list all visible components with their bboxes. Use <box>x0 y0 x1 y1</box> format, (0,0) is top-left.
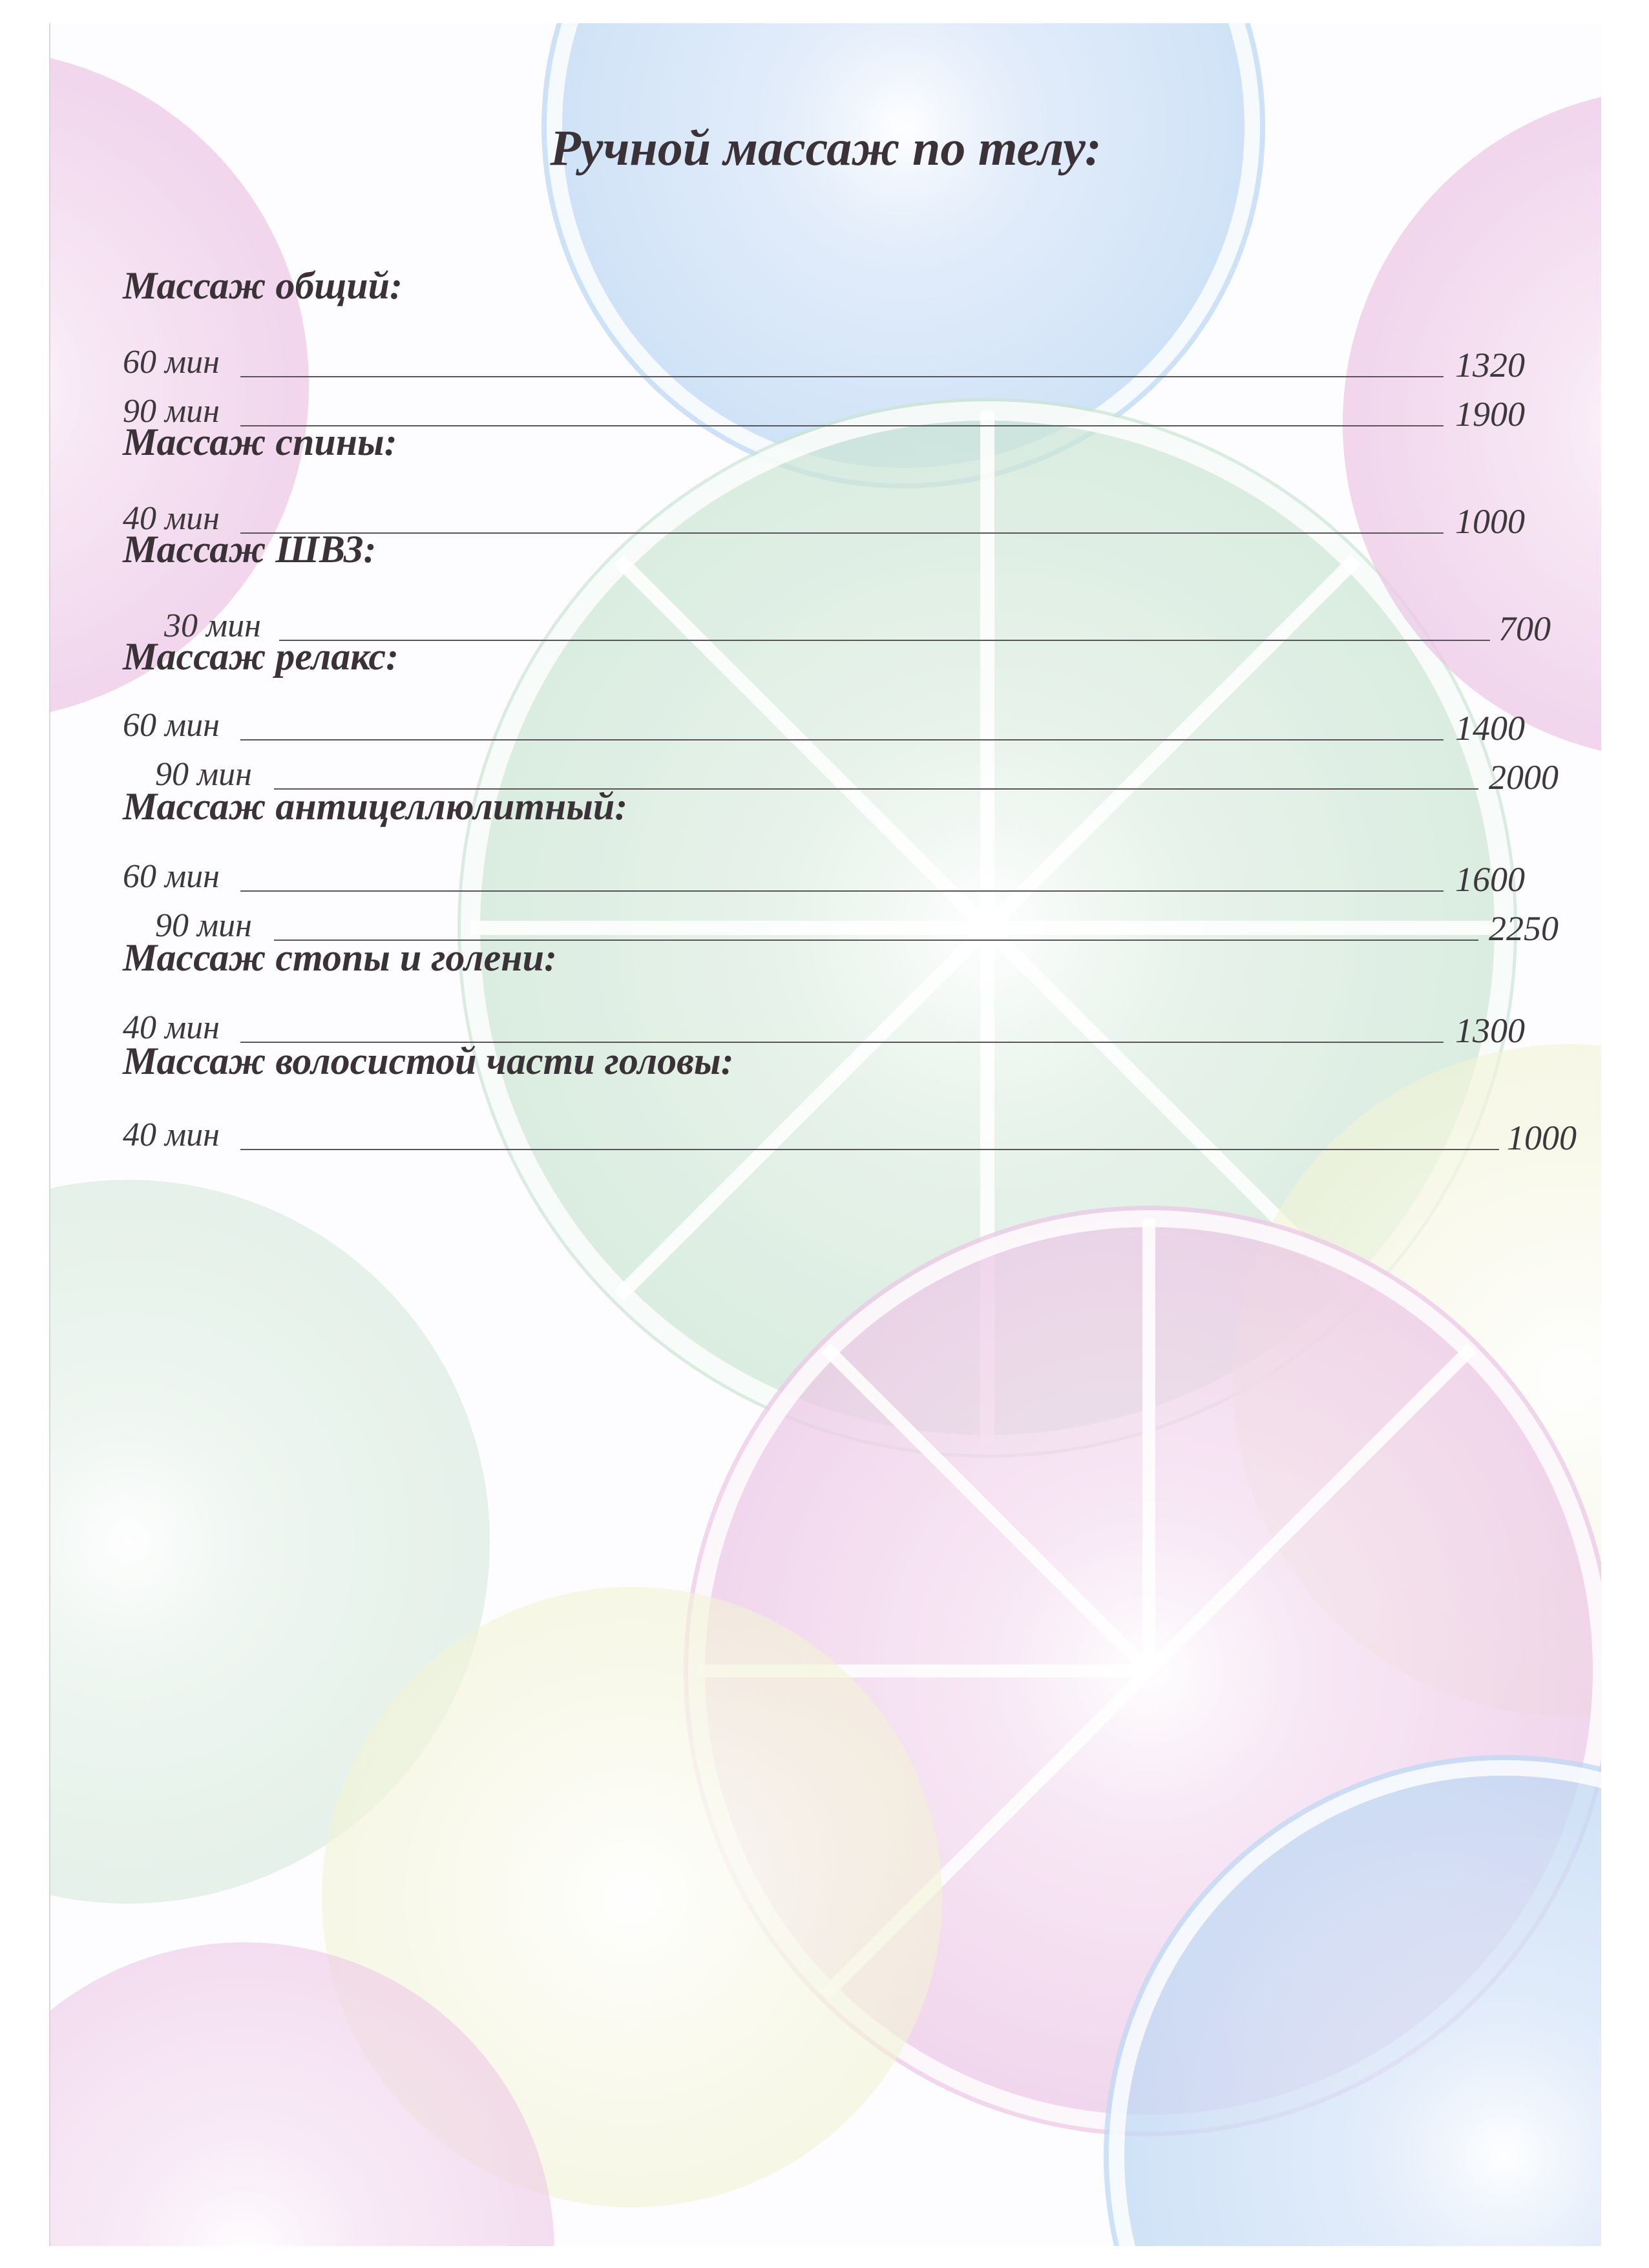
duration: 40 мин <box>123 1009 220 1046</box>
leader-line <box>240 532 1444 534</box>
price: 1000 <box>1455 502 1525 541</box>
price: 1300 <box>1455 1011 1525 1050</box>
price: 1400 <box>1455 709 1525 748</box>
section-heading-anti-cellulite: Массаж антицеллюлитный: <box>123 785 628 828</box>
section-heading-scalp: Массаж волосистой части головы: <box>123 1040 734 1082</box>
price: 700 <box>1498 609 1551 648</box>
price: 2250 <box>1489 909 1559 948</box>
duration: 40 мин <box>123 1117 220 1153</box>
leader-line <box>240 425 1444 426</box>
price-row <box>123 336 1525 385</box>
page-title: Ручной массаж по телу: <box>550 120 1102 176</box>
price-row <box>123 699 1525 748</box>
section-heading-neck-collar: Массаж ШВЗ: <box>123 528 377 571</box>
leader-line <box>240 1149 1499 1150</box>
price: 1900 <box>1455 395 1525 434</box>
leader-line <box>279 640 1490 641</box>
duration: 40 мин <box>123 500 220 537</box>
price-row <box>123 1109 1577 1158</box>
price: 2000 <box>1489 758 1559 797</box>
price-list-page <box>50 23 1601 2246</box>
price: 1600 <box>1455 860 1525 899</box>
duration: 60 мин <box>123 707 220 744</box>
duration: 60 мин <box>123 344 220 381</box>
price: 1000 <box>1507 1118 1577 1157</box>
price: 1320 <box>1455 346 1525 384</box>
section-heading-relax: Массаж релакс: <box>123 635 399 678</box>
price-row <box>123 850 1525 899</box>
duration: 90 мин <box>155 756 252 793</box>
leader-line <box>240 376 1444 377</box>
section-heading-back: Массаж спины: <box>123 421 397 463</box>
leader-line <box>240 890 1444 892</box>
duration: 60 мин <box>123 858 220 895</box>
duration: 30 мин <box>164 607 261 644</box>
duration: 90 мин <box>155 907 252 944</box>
duration: 90 мин <box>123 393 220 430</box>
leader-line <box>240 739 1444 740</box>
section-heading-general: Массаж общий: <box>123 264 403 307</box>
section-heading-feet-shins: Массаж стопы и голени: <box>123 936 557 979</box>
